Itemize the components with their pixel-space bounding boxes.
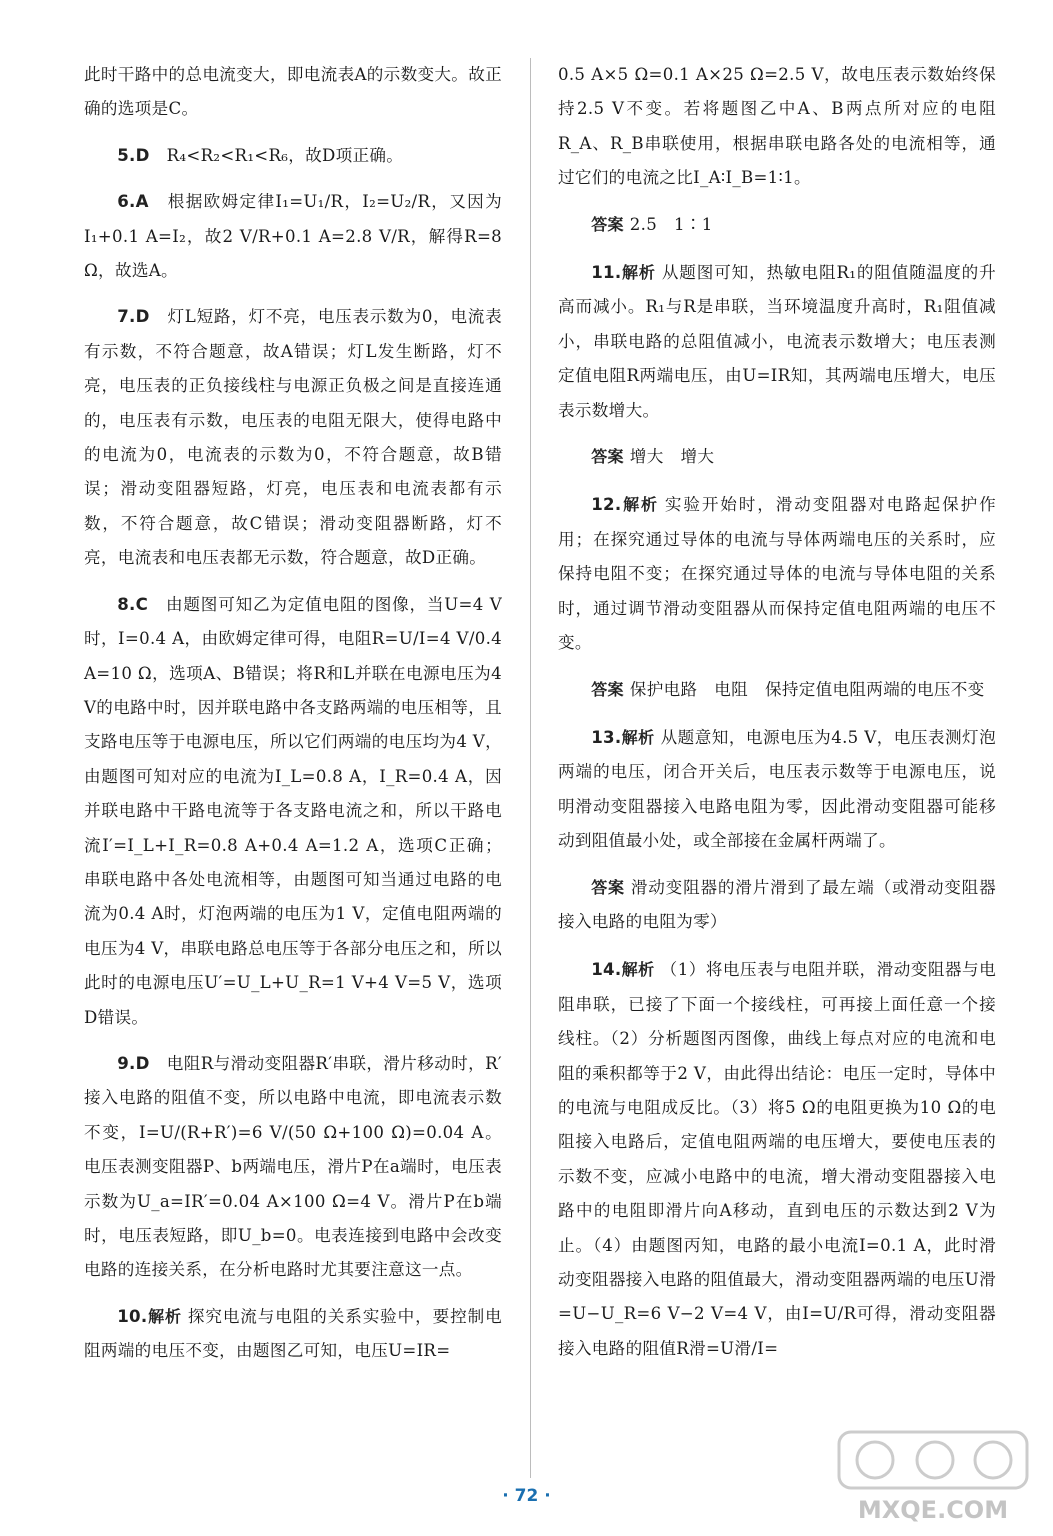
right-column — [558, 58, 996, 1378]
column-divider — [530, 58, 531, 1478]
answer-11: 答案 增大 增大 — [591, 447, 715, 467]
left-para-1: 5.D R₄<R₂<R₁<R₆，故D项正确。 — [117, 145, 404, 165]
left-para-3: 7.D 灯L短路，灯不亮，电压表示数为0，电流表有示数，不符合题意，故A错误；灯L发生断路，灯不亮，电压表的正负接线柱与电源正负极之间是直接连通的，电压表有示数，电压表的电阻无限大，使得电路中的电流为0，电流表的示数为0，不符合题意，故B错误；滑动变阻器短路，灯亮，电压表和电流表都有示数，不符合题意，故C错误；滑动变阻器断路，灯不亮，电流表和电压表都无示数，符合题意，故D正确。 — [84, 307, 502, 568]
answer-10: 答案 2.5 1∶1 — [591, 214, 713, 234]
watermark-text: MXQE.COM — [857, 1496, 1009, 1524]
right-para-14: 14.解析 （1）将电压表与电阻并联，滑动变阻器与电阻串联，已接了下面一个接线柱，可再接上面任意一个接线柱。（2）分析题图丙图像，曲线上每点对应的电流和电阻的乘积都等于2 V，由此得出结论：电压一定时，导体中的电流与电阻成反比。（3）将5 Ω的电阻更换为10 Ω的电阻接入电路后，定值电阻两端的电压增大，要使电压表的示数不变，应减小电路中的电流，增大滑动变阻器接入电路中的电阻即滑片向A移动，直到电压的示数达到2 V为止。（4）由题图丙知，电路的最小电流I=0.1 A，此时滑动变阻器接入电路的阻值最大，滑动变阻器两端的电压U滑=U−U_R=6 V−2 V=4 V，由I=U/R可得，滑动变阻器接入电路的阻值R滑=U滑/I= — [558, 960, 996, 1358]
left-para-5: 9.D 电阻R与滑动变阻器R′串联，滑片移动时，R′接入电路的阻值不变，所以电路中电流，即电流表示数不变，I=U/(R+R′)=6 V/(50 Ω+100 Ω)=0.04 A。电压表测变阻器P、b两端电压，滑片P在a端时，电压表示数为U_a=IR′=0.04 A×100 Ω=4 V。滑片P在b端时，电压表短路，即U_b=0。电表连接到电路中会改变电路的连接关系，在分析电路时尤其要注意这一点。 — [84, 1053, 502, 1280]
left-para-4: 8.C 由题图可知乙为定值电阻的图像，当U=4 V时，I=0.4 A，由欧姆定律可得，电阻R=U/I=4 V/0.4 A=10 Ω，选项A、B错误；将R和L并联在电源电压为4 V的电路中时，因并联电路中各支路两端的电压相等，且支路电压等于电源电压，所以它们两端的电压均为4 V，由题图可知对应的电流为I_L=0.8 A，I_R=0.4 A，因并联电路中干路电流等于各支路电流之和，所以干路电流I′=I_L+I_R=0.8 A+0.4 A=1.2 A，选项C正确；串联电路中各处电流相等，由题图可知当通过电路的电流为0.4 A时，灯泡两端的电压为1 V，定值电阻两端的电压为4 V，串联电路总电压等于各部分电压之和，所以此时的电源电压U′=U_L+U_R=1 V+4 V=5 V，选项D错误。 — [84, 594, 502, 1027]
page-number: · 72 · — [502, 1486, 551, 1506]
watermark-logo — [835, 1426, 1031, 1526]
right-para-0: 0.5 A×5 Ω=0.1 A×25 Ω=2.5 V，故电压表示数始终保持2.5 V不变。若将题图乙中A、B两点所对应的电阻R_A、R_B串联使用，根据串联电路各处的电流相等，通过它们的电流之比I_A∶I_B=1∶1。 — [558, 65, 996, 188]
right-para-11: 11.解析 从题图可知，热敏电阻R₁的阻值随温度的升高而减小。R₁与R是串联，当环境温度升高时，R₁阻值减小，串联电路的总阻值减小，电流表示数增大；电压表测定值电阻R两端电压，由U=IR知，其两端电压增大，电压表示数增大。 — [558, 263, 996, 420]
right-para-12: 12.解析 实验开始时，滑动变阻器对电路起保护作用；在探究通过导体的电流与导体两端电压的关系时，应保持电阻不变；在探究通过导体的电流与导体电阻的关系时，通过调节滑动变阻器从而保持定值电阻两端的电压不变。 — [558, 495, 996, 653]
answer-12: 答案 保护电路 电阻 保持定值电阻两端的电压不变 — [591, 679, 985, 699]
answer-13: 答案 滑动变阻器的滑片滑到了最左端（或滑动变阻器接入电路的电阻为零） — [558, 877, 996, 931]
right-para-13: 13.解析 从题意知，电源电压为4.5 V，电压表测灯泡两端的电压，闭合开关后，电压表示数等于电源电压，说明滑动变阻器接入电路电阻为零，因此滑动变阻器可能移动到阻值最小处，或全部接在金属杆两端了。 — [558, 727, 996, 851]
left-para-0: 此时干路中的总电流变大，即电流表A的示数变大。故正确的选项是C。 — [84, 65, 502, 119]
left-column — [84, 58, 502, 1381]
left-para-2: 6.A 根据欧姆定律I₁=U₁/R，I₂=U₂/R，又因为I₁+0.1 A=I₂，故2 V/R+0.1 A=2.8 V/R，解得R=8 Ω，故选A。 — [84, 192, 502, 281]
left-para-6: 10.解析 探究电流与电阻的关系实验中，要控制电阻两端的电压不变，由题图乙可知，电压U=IR= — [84, 1306, 502, 1361]
